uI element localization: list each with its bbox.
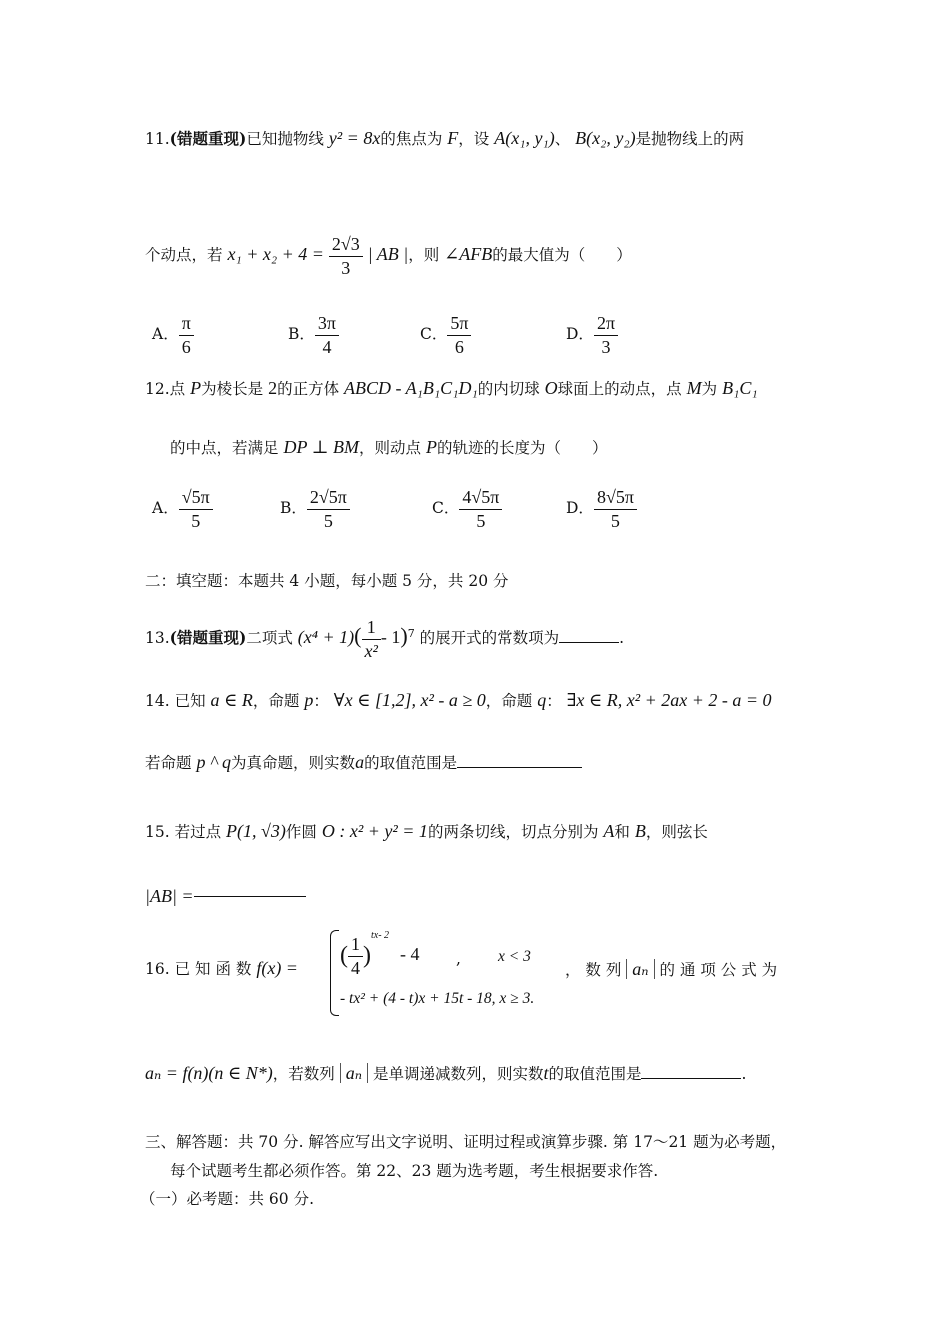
q16-case1 bbox=[340, 930, 419, 979]
q13-answer-blank bbox=[559, 642, 619, 643]
q16-case1-condition: x < 3 bbox=[498, 948, 531, 965]
q12-text: 点 bbox=[169, 380, 186, 398]
q14-line2 bbox=[145, 752, 582, 774]
q11-text: 已知抛物线 bbox=[246, 130, 324, 148]
q14-var-a: a bbox=[355, 752, 365, 772]
fraction-denominator: 4 bbox=[322, 336, 332, 357]
q14-text: 为真命题，则实数 bbox=[231, 754, 356, 772]
q13-tag: (错题重现) bbox=[169, 628, 247, 647]
fraction-numerator: 2π bbox=[594, 312, 618, 336]
q16-answer-blank bbox=[641, 1078, 741, 1079]
option-label: D． bbox=[566, 325, 594, 343]
q16-sequence: aₙ bbox=[626, 959, 654, 979]
q16-piecewise-brace bbox=[330, 930, 339, 1016]
option-label: D． bbox=[566, 499, 594, 517]
q14-text: ，命题 bbox=[252, 692, 300, 710]
q16-formula: aₙ = f(n)(n ∈ N*) bbox=[145, 1063, 273, 1083]
q13-expr-left: (x⁴ + 1) bbox=[297, 627, 355, 647]
q16-text: ， 数 列 bbox=[565, 961, 622, 979]
fraction-denominator: 5 bbox=[323, 510, 333, 531]
q15-number: 15. bbox=[145, 823, 170, 841]
q11-text: 的最大值为（ ） bbox=[492, 246, 632, 264]
q12-text: 为 bbox=[701, 380, 718, 398]
q13-expr-minus: - 1 bbox=[380, 627, 401, 647]
option-label: C． bbox=[432, 499, 460, 517]
q14-prop-q-label: q bbox=[537, 690, 547, 710]
q13-text: 的展开式的常数项为 bbox=[419, 629, 560, 647]
option-label: B． bbox=[280, 499, 307, 517]
q12-text: 的内切球 bbox=[477, 380, 540, 398]
section3-line3: （一）必考题：共 60 分. bbox=[140, 1190, 315, 1208]
q13-line bbox=[145, 616, 624, 662]
q12-text: 为棱长是 bbox=[201, 380, 264, 398]
q11-number: 11. bbox=[145, 130, 170, 148]
q15-answer-blank bbox=[194, 896, 306, 897]
q16-line2 bbox=[145, 1063, 746, 1085]
q14-colon: ： bbox=[313, 692, 329, 710]
fraction-numerator: 2√5π bbox=[307, 486, 350, 510]
q12-text: 的中点，若满足 bbox=[170, 439, 279, 457]
q12-option-d bbox=[566, 486, 637, 532]
q12-number: 12. bbox=[145, 380, 170, 398]
q12-text: 的正方体 bbox=[277, 380, 340, 398]
option-label: C． bbox=[420, 325, 448, 343]
q11-point-a: A(x₁, y₁) bbox=[494, 128, 555, 148]
q11-point-b: B(x₂, y₂) bbox=[575, 128, 636, 148]
fraction-denominator: 6 bbox=[181, 336, 191, 357]
q15-text: 作圆 bbox=[285, 823, 317, 841]
q14-condition-a: a ∈ R bbox=[210, 690, 253, 710]
q13-number: 13. bbox=[145, 629, 170, 647]
q16-case2: - tx² + (4 - t)x + 15t - 18, x ≥ 3. bbox=[340, 990, 535, 1007]
q11-text: ，设 bbox=[458, 130, 490, 148]
section3-line1: 三、解答题：共 70 分. 解答应写出文字说明、证明过程或演算步骤. 第 17～21 题为必考题， bbox=[145, 1133, 787, 1151]
q12-line1 bbox=[145, 378, 758, 400]
fraction-numerator: 8√5π bbox=[594, 486, 637, 510]
option-fraction bbox=[315, 312, 339, 358]
option-label: A． bbox=[152, 325, 179, 343]
fraction-numerator: √5π bbox=[179, 486, 213, 510]
q16-case1-base bbox=[348, 933, 363, 979]
q15-text: 和 bbox=[614, 823, 630, 841]
fraction-denominator: 5 bbox=[610, 510, 620, 531]
q16-label bbox=[145, 958, 298, 980]
q14-prop-q: ∃x ∈ R, x² + 2ax + 2 - a = 0 bbox=[566, 690, 772, 710]
q11-option-d bbox=[566, 312, 618, 358]
q16-case1-exponent: tx- 2 bbox=[371, 930, 390, 941]
q15-text: 若过点 bbox=[174, 823, 222, 841]
option-fraction bbox=[179, 312, 194, 358]
q12-sphere-o: O bbox=[544, 378, 558, 398]
q12-point-p: P bbox=[426, 437, 437, 457]
section3-line2: 每个试题考生都必须作答。第 22、23 题为选考题，考生根据要求作答. bbox=[170, 1162, 659, 1180]
section2-heading: 二：填空题：本题共 4 小题，每小题 5 分，共 20 分 bbox=[145, 572, 509, 590]
q11-text: ，则 bbox=[408, 246, 440, 264]
q13-fraction bbox=[362, 616, 381, 662]
q12-condition: DP ⊥ BM bbox=[283, 437, 360, 457]
q11-condition-rhs: | AB | bbox=[367, 244, 409, 264]
q12-option-b bbox=[280, 486, 350, 532]
q14-number: 14. bbox=[145, 692, 170, 710]
q16-text: 的 通 项 公 式 为 bbox=[659, 961, 778, 979]
paren-open: ( bbox=[340, 942, 348, 969]
q13-paren-close: ) bbox=[400, 623, 408, 648]
q11-tag: (错题重现) bbox=[169, 129, 247, 148]
paren-close: ) bbox=[363, 942, 371, 969]
q15-line1 bbox=[145, 821, 708, 843]
q16-text: 的取值范围是 bbox=[548, 1065, 642, 1083]
q16-case1-comma: , bbox=[456, 950, 461, 968]
fraction-denominator: 3 bbox=[601, 336, 611, 357]
q14-text: 的取值范围是 bbox=[364, 754, 458, 772]
option-fraction bbox=[179, 486, 213, 532]
q16-case1-tail: - 4 bbox=[399, 944, 420, 964]
q11-line2 bbox=[145, 233, 632, 279]
q12-text: ，则动点 bbox=[359, 439, 422, 457]
fraction-numerator: 2√3 bbox=[329, 233, 363, 257]
fraction-numerator: 3π bbox=[315, 312, 339, 336]
fraction-denominator: x² bbox=[364, 640, 378, 661]
q16-text: 已 知 函 数 bbox=[174, 960, 252, 978]
q12-text: 的轨迹的长度为（ ） bbox=[437, 439, 608, 457]
q14-text: ，命题 bbox=[485, 692, 533, 710]
q14-colon: ： bbox=[546, 692, 562, 710]
q11-condition-lhs: x₁ + x₂ + 4 = bbox=[227, 244, 324, 264]
q11-parabola-equation: y² = 8x bbox=[328, 128, 381, 148]
q12-option-c bbox=[432, 486, 502, 532]
q15-point-b: B bbox=[634, 821, 646, 841]
q15-point-a: A bbox=[603, 821, 615, 841]
q16-text: 是单调递减数列，则实数 bbox=[372, 1065, 544, 1083]
q11-focus: F bbox=[447, 128, 459, 148]
q15-point-p: P(1, √3) bbox=[226, 821, 286, 841]
q15-circle: O : x² + y² = 1 bbox=[321, 821, 428, 841]
fraction-denominator: 5 bbox=[191, 510, 201, 531]
option-fraction bbox=[447, 312, 471, 358]
q11-text: 、 bbox=[554, 130, 571, 148]
option-fraction bbox=[594, 312, 618, 358]
q11-text: 的焦点为 bbox=[380, 130, 443, 148]
fraction-numerator: 1 bbox=[362, 616, 381, 640]
q13-end: . bbox=[619, 629, 625, 647]
fraction-denominator: 6 bbox=[454, 336, 464, 357]
q12-point-m: M bbox=[686, 378, 702, 398]
q14-line1 bbox=[145, 690, 772, 712]
q11-option-b bbox=[288, 312, 339, 358]
q12-option-a bbox=[152, 486, 213, 532]
q13-text: 二项式 bbox=[246, 629, 293, 647]
option-fraction bbox=[459, 486, 502, 532]
q12-text: 球面上的动点，点 bbox=[557, 380, 682, 398]
q13-power: 7 bbox=[407, 626, 415, 640]
option-label: B． bbox=[288, 325, 315, 343]
q12-point-p: P bbox=[190, 378, 202, 398]
fraction-numerator: 1 bbox=[348, 933, 363, 957]
q14-compound-prop: p ^ q bbox=[196, 752, 232, 772]
q11-text: 个动点，若 bbox=[145, 246, 223, 264]
q11-option-a bbox=[152, 312, 194, 358]
q14-text: 若命题 bbox=[145, 754, 192, 772]
q16-number: 16. bbox=[145, 960, 170, 978]
fraction-denominator: 5 bbox=[476, 510, 486, 531]
q14-answer-blank bbox=[457, 767, 582, 768]
q16-function: f(x) = bbox=[256, 958, 298, 978]
fraction-numerator: 5π bbox=[447, 312, 471, 336]
q15-text: ，则弦长 bbox=[645, 823, 708, 841]
fraction-numerator: 4√5π bbox=[459, 486, 502, 510]
q14-prop-p-label: p bbox=[304, 690, 314, 710]
q11-option-c bbox=[420, 312, 471, 358]
q12-segment: B₁C₁ bbox=[722, 378, 758, 398]
option-fraction bbox=[594, 486, 637, 532]
q16-text: ，若数列 bbox=[272, 1065, 335, 1083]
q12-edge-length: 2 bbox=[268, 378, 278, 398]
q11-text: 是抛物线上的两 bbox=[635, 130, 745, 148]
q12-line2 bbox=[170, 437, 608, 459]
q16-end: . bbox=[741, 1065, 747, 1083]
q11-condition-fraction bbox=[329, 233, 363, 279]
q16-sequence: aₙ bbox=[340, 1063, 368, 1083]
q11-angle: ∠AFB bbox=[444, 244, 493, 264]
q14-prop-p: ∀x ∈ [1,2], x² - a ≥ 0 bbox=[333, 690, 486, 710]
q13-paren-open: ( bbox=[354, 623, 362, 648]
option-fraction bbox=[307, 486, 350, 532]
q12-cube: ABCD - A₁B₁C₁D₁ bbox=[344, 378, 478, 398]
q11-line1 bbox=[145, 128, 744, 150]
q14-text: 已知 bbox=[174, 692, 206, 710]
q15-text: 的两条切线，切点分别为 bbox=[427, 823, 599, 841]
q15-chord-ab: |AB| = bbox=[145, 886, 194, 906]
fraction-denominator: 3 bbox=[341, 257, 351, 278]
q16-label-tail bbox=[565, 958, 777, 980]
q16-var-t: t bbox=[543, 1063, 549, 1083]
fraction-numerator: π bbox=[179, 312, 194, 336]
fraction-denominator: 4 bbox=[351, 957, 360, 978]
q15-line2 bbox=[145, 886, 306, 908]
option-label: A． bbox=[152, 499, 179, 517]
